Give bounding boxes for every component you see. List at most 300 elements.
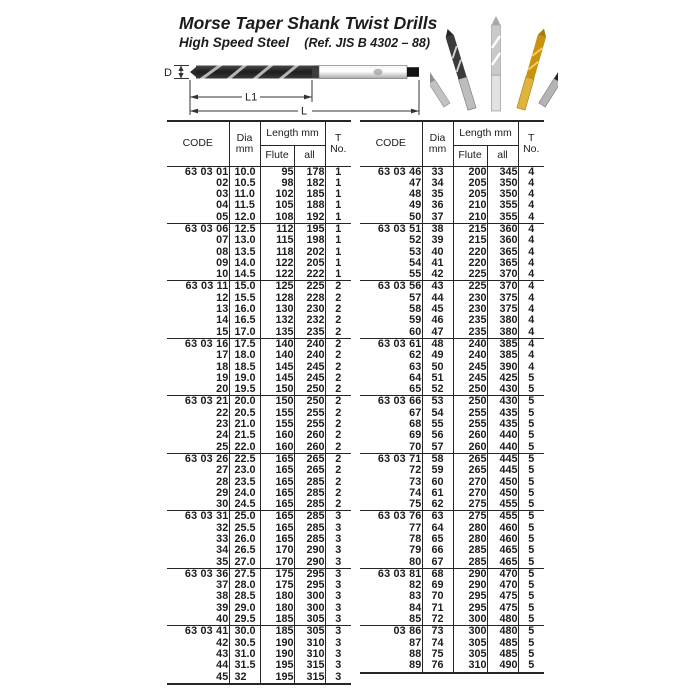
dia-cell: 32 — [229, 672, 260, 684]
code-cell: 77 — [409, 522, 422, 534]
code-cell: 43 — [216, 648, 229, 660]
flute-cell: 155 — [260, 408, 294, 419]
dia-cell: 75 — [422, 649, 453, 660]
tno-cell: 5 — [518, 660, 544, 672]
table-row — [360, 638, 544, 649]
table-row — [360, 557, 544, 569]
flute-cell: 108 — [260, 212, 294, 224]
table-row — [360, 442, 544, 454]
all-cell: 355 — [487, 200, 518, 211]
table-row — [167, 327, 351, 339]
col-header-tno: T No. — [518, 121, 544, 166]
all-cell: 350 — [487, 178, 518, 189]
all-cell: 485 — [487, 638, 518, 649]
all-cell: 480 — [487, 626, 518, 638]
code-cell: 29 — [216, 487, 229, 499]
drill-table-left — [167, 120, 351, 685]
flute-cell: 225 — [453, 269, 487, 281]
code-cell: 65 — [409, 384, 422, 396]
col-header-flute: Flute — [453, 145, 487, 166]
code-cell: 89 — [409, 660, 422, 672]
code-cell: 02 — [216, 177, 229, 189]
dia-cell: 49 — [422, 350, 453, 361]
all-cell: 285 — [294, 523, 325, 534]
code-cell: 24 — [216, 430, 229, 442]
flute-cell: 285 — [453, 557, 487, 569]
tno-cell: 4 — [518, 235, 544, 246]
table-row — [360, 591, 544, 602]
flute-cell: 145 — [260, 373, 294, 384]
table-row — [167, 430, 351, 441]
flute-cell: 185 — [260, 614, 294, 626]
flute-cell: 165 — [260, 511, 294, 523]
all-cell: 370 — [487, 269, 518, 281]
all-cell: 300 — [294, 591, 325, 602]
all-cell: 475 — [487, 603, 518, 614]
code-cell: 48 — [409, 189, 422, 201]
tno-cell: 3 — [325, 672, 351, 684]
all-cell: 260 — [294, 430, 325, 441]
table-row — [167, 660, 351, 671]
code-cell: 28 — [216, 476, 229, 488]
tno-cell: 4 — [518, 247, 544, 258]
flute-cell: 305 — [453, 638, 487, 649]
flute-cell: 102 — [260, 189, 294, 200]
tno-cell: 1 — [325, 223, 351, 235]
tno-cell: 3 — [325, 534, 351, 545]
code-cell: 20 — [216, 384, 229, 396]
dia-cell: 19.5 — [229, 384, 260, 396]
all-cell: 355 — [487, 212, 518, 224]
tno-cell: 2 — [325, 338, 351, 350]
dia-cell: 71 — [422, 603, 453, 614]
dia-cell: 52 — [422, 384, 453, 396]
tno-cell: 5 — [518, 580, 544, 591]
table-row — [360, 223, 544, 235]
table-row — [360, 419, 544, 430]
flute-cell: 280 — [453, 523, 487, 534]
dia-cell: 42 — [422, 269, 453, 281]
table-row — [360, 534, 544, 545]
table-row — [167, 453, 351, 465]
code-cell: 79 — [409, 545, 422, 557]
table-row — [167, 523, 351, 534]
tno-cell: 5 — [518, 499, 544, 511]
code-cell: 63 03 76 — [360, 511, 422, 523]
code-cell: 17 — [216, 350, 229, 362]
all-cell: 232 — [294, 315, 325, 326]
code-cell: 25 — [216, 441, 229, 453]
flute-cell: 118 — [260, 247, 294, 258]
dia-cell: 34 — [422, 178, 453, 189]
flute-cell: 180 — [260, 591, 294, 602]
tno-cell: 5 — [518, 453, 544, 465]
flute-cell: 270 — [453, 477, 487, 488]
all-cell: 240 — [294, 350, 325, 361]
all-cell: 295 — [294, 580, 325, 591]
flute-cell: 260 — [453, 442, 487, 454]
table-row — [360, 327, 544, 339]
code-cell: 67 — [409, 407, 422, 419]
tno-cell: 3 — [325, 638, 351, 649]
col-header-tno: T No. — [325, 121, 351, 166]
all-cell: 440 — [487, 442, 518, 454]
flute-cell: 230 — [453, 293, 487, 304]
code-cell: 04 — [216, 200, 229, 212]
dia-cell: 56 — [422, 430, 453, 441]
table-row — [167, 614, 351, 626]
dia-cell: 58 — [422, 453, 453, 465]
tno-cell: 4 — [518, 350, 544, 361]
flute-cell: 305 — [453, 649, 487, 660]
tno-cell: 2 — [325, 453, 351, 465]
all-cell: 195 — [294, 223, 325, 235]
flute-cell: 205 — [453, 189, 487, 200]
dia-cell: 17.5 — [229, 338, 260, 350]
tno-cell: 2 — [325, 373, 351, 384]
code-cell: 35 — [216, 556, 229, 568]
dia-cell: 19.0 — [229, 373, 260, 384]
dia-cell: 13.0 — [229, 235, 260, 246]
flute-cell: 150 — [260, 384, 294, 396]
flute-cell: 170 — [260, 545, 294, 556]
dia-cell: 10.5 — [229, 178, 260, 189]
all-cell: 490 — [487, 660, 518, 672]
dia-cell: 18.0 — [229, 350, 260, 361]
tno-cell: 4 — [518, 223, 544, 235]
dia-cell: 36 — [422, 200, 453, 211]
tno-cell: 2 — [325, 465, 351, 476]
all-cell: 435 — [487, 408, 518, 419]
table-row — [167, 362, 351, 373]
flute-cell: 195 — [260, 672, 294, 684]
table-row — [360, 614, 544, 626]
dia-cell: 38 — [422, 223, 453, 235]
flute-cell: 132 — [260, 315, 294, 326]
all-cell: 228 — [294, 293, 325, 304]
flute-cell: 98 — [260, 178, 294, 189]
flute-cell: 160 — [260, 430, 294, 441]
dia-cell: 15.5 — [229, 293, 260, 304]
col-header-code: CODE — [375, 137, 406, 150]
all-cell: 430 — [487, 396, 518, 408]
dia-cell: 13.5 — [229, 247, 260, 258]
code-cell: 27 — [216, 465, 229, 477]
all-cell: 285 — [294, 488, 325, 499]
dia-cell: 33 — [422, 166, 453, 178]
tno-cell: 1 — [325, 235, 351, 246]
table-row — [360, 362, 544, 373]
dia-cell: 21.0 — [229, 419, 260, 430]
table-row — [167, 511, 351, 523]
all-cell: 460 — [487, 534, 518, 545]
tno-cell: 2 — [325, 362, 351, 373]
flute-cell: 285 — [453, 545, 487, 556]
all-cell: 445 — [487, 453, 518, 465]
dia-cell: 64 — [422, 523, 453, 534]
dia-cell: 31.0 — [229, 649, 260, 660]
code-cell: 63 03 11 — [167, 281, 229, 293]
code-cell: 75 — [409, 499, 422, 511]
tno-cell: 2 — [325, 281, 351, 293]
table-row — [167, 545, 351, 556]
table-row — [167, 281, 351, 293]
table-row — [360, 200, 544, 211]
tno-cell: 5 — [518, 373, 544, 384]
dia-cell: 74 — [422, 638, 453, 649]
tno-cell: 4 — [518, 269, 544, 281]
tno-cell: 5 — [518, 396, 544, 408]
code-cell: 18 — [216, 361, 229, 373]
flute-cell: 310 — [453, 660, 487, 672]
table-row — [360, 408, 544, 419]
table-row — [167, 408, 351, 419]
code-cell: 47 — [409, 177, 422, 189]
flute-cell: 275 — [453, 499, 487, 511]
table-row — [167, 591, 351, 602]
flute-cell: 135 — [260, 327, 294, 339]
code-cell: 78 — [409, 534, 422, 545]
code-cell: 83 — [409, 591, 422, 603]
tno-cell: 5 — [518, 603, 544, 614]
tno-cell: 2 — [325, 442, 351, 454]
all-cell: 205 — [294, 258, 325, 269]
dia-cell: 53 — [422, 396, 453, 408]
tno-cell: 4 — [518, 200, 544, 211]
table-row — [167, 384, 351, 396]
all-cell: 290 — [294, 545, 325, 556]
all-cell: 178 — [294, 166, 325, 178]
flute-cell: 250 — [453, 396, 487, 408]
dia-cell: 44 — [422, 293, 453, 304]
code-cell: 68 — [409, 419, 422, 431]
tno-cell: 5 — [518, 408, 544, 419]
dia-cell: 27.0 — [229, 557, 260, 569]
flute-cell: 180 — [260, 603, 294, 614]
tno-cell: 5 — [518, 649, 544, 660]
all-cell: 240 — [294, 338, 325, 350]
dia-cell: 51 — [422, 373, 453, 384]
code-cell: 53 — [409, 246, 422, 258]
d-label: D — [164, 67, 172, 79]
flute-cell: 205 — [453, 178, 487, 189]
table-row — [167, 269, 351, 281]
all-cell: 375 — [487, 304, 518, 315]
code-cell: 40 — [216, 614, 229, 626]
code-cell: 63 03 66 — [360, 396, 422, 408]
table-row — [360, 304, 544, 315]
flute-cell: 175 — [260, 580, 294, 591]
flute-cell: 140 — [260, 338, 294, 350]
table-row — [167, 373, 351, 384]
code-cell: 07 — [216, 235, 229, 247]
code-cell: 05 — [216, 211, 229, 223]
dia-cell: 12.0 — [229, 212, 260, 224]
all-cell: 182 — [294, 178, 325, 189]
all-cell: 465 — [487, 545, 518, 556]
code-cell: 55 — [409, 269, 422, 281]
tno-cell: 2 — [325, 396, 351, 408]
tno-cell: 5 — [518, 477, 544, 488]
tno-cell: 4 — [518, 166, 544, 178]
flute-cell: 220 — [453, 258, 487, 269]
all-cell: 430 — [487, 384, 518, 396]
table-row — [167, 223, 351, 235]
all-cell: 198 — [294, 235, 325, 246]
all-cell: 445 — [487, 465, 518, 476]
tno-cell: 3 — [325, 614, 351, 626]
table-row — [360, 396, 544, 408]
all-cell: 285 — [294, 499, 325, 511]
all-cell: 222 — [294, 269, 325, 281]
tno-cell: 1 — [325, 178, 351, 189]
all-cell: 385 — [487, 338, 518, 350]
table-row — [167, 477, 351, 488]
table-row — [360, 235, 544, 246]
all-cell: 202 — [294, 247, 325, 258]
code-cell: 57 — [409, 292, 422, 304]
flute-cell: 280 — [453, 534, 487, 545]
tno-cell: 1 — [325, 247, 351, 258]
table-row — [167, 200, 351, 211]
code-cell: 44 — [216, 660, 229, 672]
tno-cell: 5 — [518, 557, 544, 569]
table-row — [360, 166, 544, 178]
flute-cell: 128 — [260, 293, 294, 304]
flute-cell: 210 — [453, 200, 487, 211]
tno-cell: 3 — [325, 523, 351, 534]
code-cell: 87 — [409, 637, 422, 649]
dia-cell: 65 — [422, 534, 453, 545]
code-cell: 08 — [216, 246, 229, 258]
tno-cell: 5 — [518, 442, 544, 454]
dia-cell: 16.0 — [229, 304, 260, 315]
all-cell: 360 — [487, 235, 518, 246]
flute-cell: 295 — [453, 591, 487, 602]
tno-cell: 5 — [518, 591, 544, 602]
dia-cell: 68 — [422, 568, 453, 580]
dia-cell: 59 — [422, 465, 453, 476]
flute-cell: 240 — [453, 350, 487, 361]
table-row — [167, 247, 351, 258]
all-cell: 255 — [294, 408, 325, 419]
code-cell: 63 03 41 — [167, 626, 229, 638]
code-cell: 42 — [216, 637, 229, 649]
tno-cell: 1 — [325, 166, 351, 178]
all-cell: 455 — [487, 511, 518, 523]
table-row — [360, 649, 544, 660]
all-cell: 245 — [294, 362, 325, 373]
tno-cell: 5 — [518, 523, 544, 534]
page-subtitle: High Speed Steel — [179, 35, 290, 50]
dia-cell: 62 — [422, 499, 453, 511]
table-row — [167, 638, 351, 649]
table-row — [360, 350, 544, 361]
all-cell: 290 — [294, 557, 325, 569]
flute-cell: 265 — [453, 465, 487, 476]
tno-cell: 5 — [518, 626, 544, 638]
tno-cell: 4 — [518, 178, 544, 189]
dia-cell: 40 — [422, 247, 453, 258]
dia-cell: 27.5 — [229, 568, 260, 580]
flute-cell: 122 — [260, 269, 294, 281]
flute-cell: 165 — [260, 534, 294, 545]
code-cell: 45 — [216, 671, 229, 683]
dia-cell: 14.5 — [229, 269, 260, 281]
tno-cell: 4 — [518, 338, 544, 350]
dia-cell: 14.0 — [229, 258, 260, 269]
all-cell: 380 — [487, 315, 518, 326]
dia-cell: 11.0 — [229, 189, 260, 200]
flute-cell: 215 — [453, 235, 487, 246]
code-cell: 85 — [409, 614, 422, 626]
flute-cell: 165 — [260, 523, 294, 534]
tno-cell: 5 — [518, 638, 544, 649]
table-row — [167, 499, 351, 511]
all-cell: 365 — [487, 258, 518, 269]
tno-cell: 3 — [325, 626, 351, 638]
col-header-all: all — [294, 145, 325, 166]
drill-dimension-diagram — [160, 52, 434, 120]
dia-cell: 24.0 — [229, 488, 260, 499]
standard-reference: (Ref. JIS B 4302 – 88) — [304, 36, 431, 50]
all-cell: 315 — [294, 660, 325, 671]
flute-cell: 115 — [260, 235, 294, 246]
all-cell: 385 — [487, 350, 518, 361]
all-cell: 230 — [294, 304, 325, 315]
code-cell: 03 — [216, 189, 229, 201]
tno-cell: 2 — [325, 327, 351, 339]
table-row — [167, 419, 351, 430]
flute-cell: 255 — [453, 419, 487, 430]
dia-cell: 46 — [422, 315, 453, 326]
flute-cell: 130 — [260, 304, 294, 315]
code-cell: 63 03 16 — [167, 338, 229, 350]
code-cell: 63 03 81 — [360, 568, 422, 580]
tno-cell: 4 — [518, 281, 544, 293]
all-cell: 460 — [487, 523, 518, 534]
flute-cell: 155 — [260, 419, 294, 430]
all-cell: 250 — [294, 396, 325, 408]
tno-cell: 2 — [325, 304, 351, 315]
table-row — [167, 465, 351, 476]
all-cell: 345 — [487, 166, 518, 178]
code-cell: 13 — [216, 304, 229, 316]
all-cell: 295 — [294, 568, 325, 580]
flute-cell: 165 — [260, 499, 294, 511]
tno-cell: 5 — [518, 384, 544, 396]
tno-cell: 2 — [325, 315, 351, 326]
dia-cell: 28.5 — [229, 591, 260, 602]
dia-cell: 10.0 — [229, 166, 260, 178]
tno-cell: 3 — [325, 603, 351, 614]
table-row — [167, 166, 351, 178]
flute-cell: 190 — [260, 638, 294, 649]
tno-cell: 1 — [325, 212, 351, 224]
all-cell: 250 — [294, 384, 325, 396]
flute-cell: 250 — [453, 384, 487, 396]
code-cell: 63 03 36 — [167, 568, 229, 580]
tno-cell: 3 — [325, 591, 351, 602]
table-row — [360, 178, 544, 189]
tno-cell: 4 — [518, 315, 544, 326]
flute-cell: 265 — [453, 453, 487, 465]
dia-cell: 39 — [422, 235, 453, 246]
table-row — [360, 465, 544, 476]
code-cell: 34 — [216, 545, 229, 557]
all-cell: 260 — [294, 442, 325, 454]
dia-cell: 22.0 — [229, 442, 260, 454]
